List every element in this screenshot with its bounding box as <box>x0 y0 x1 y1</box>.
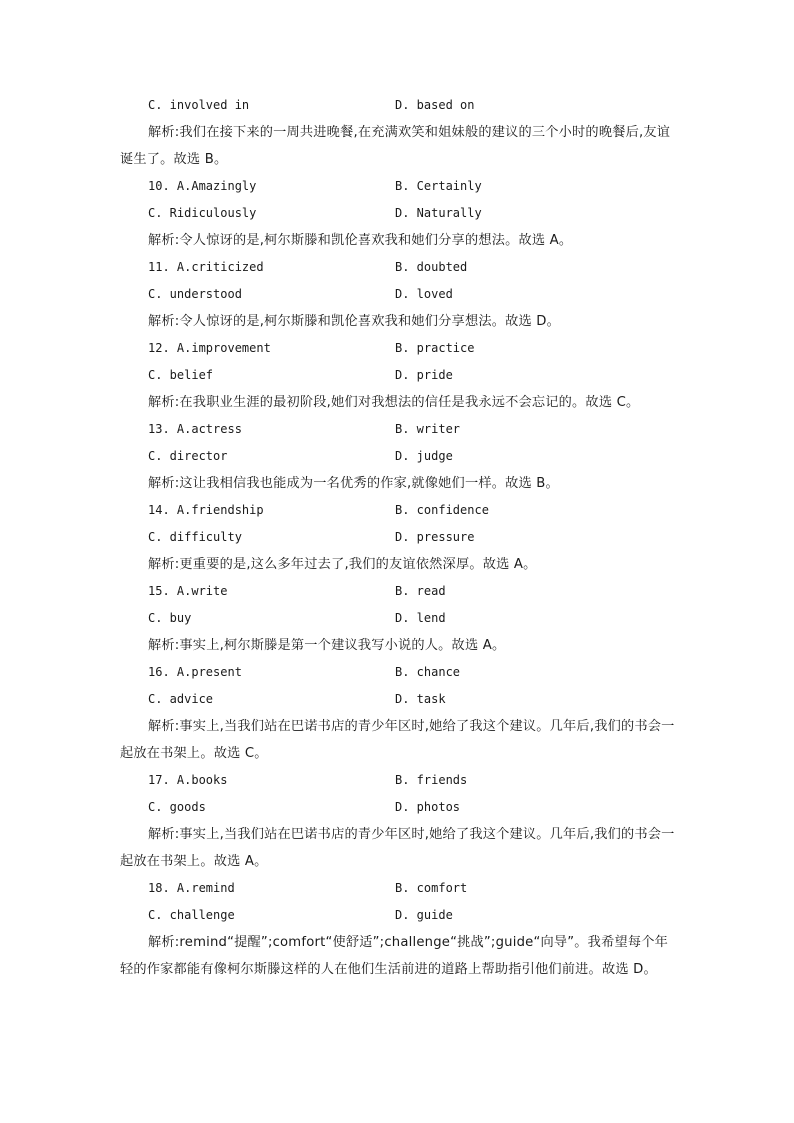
option-right: D. photos <box>395 800 461 814</box>
option-right: B. writer <box>395 422 461 436</box>
question-block <box>120 335 680 416</box>
option-row <box>120 362 680 389</box>
option-row <box>120 92 680 119</box>
option-left: C. Ridiculously <box>148 206 257 220</box>
option-row <box>120 254 680 281</box>
option-row <box>120 605 680 632</box>
option-row <box>120 578 680 605</box>
option-right: B. chance <box>395 665 461 679</box>
option-left: 14. A.friendship <box>148 503 264 517</box>
explanation-text: 解析:remind“提醒”;comfort“使舒适”;challenge“挑战”;guide“向导”。我希望每个年轻的作家都能有像柯尔斯滕这样的人在他们生活前进的道路上帮助指引他们前进。故选 D。 <box>120 935 669 977</box>
explanation-text: 解析:更重要的是,这么多年过去了,我们的友谊依然深厚。故选 A。 <box>148 557 537 572</box>
option-row <box>120 794 680 821</box>
option-row <box>120 524 680 551</box>
explanation-text: 解析:事实上,柯尔斯滕是第一个建议我写小说的人。故选 A。 <box>148 638 506 653</box>
question-block <box>120 416 680 497</box>
explanation-text: 解析:这让我相信我也能成为一名优秀的作家,就像她们一样。故选 B。 <box>148 476 559 491</box>
option-left: C. goods <box>148 800 206 814</box>
question-block <box>120 497 680 578</box>
option-right: B. comfort <box>395 881 468 895</box>
option-row <box>120 281 680 308</box>
option-row <box>120 443 680 470</box>
explanation-text: 解析:在我职业生涯的最初阶段,她们对我想法的信任是我永远不会忘记的。故选 C。 <box>148 395 640 410</box>
option-right: B. Certainly <box>395 179 482 193</box>
option-right: D. lend <box>395 611 446 625</box>
option-right: B. confidence <box>395 503 489 517</box>
option-right: D. Naturally <box>395 206 482 220</box>
option-right: D. task <box>395 692 446 706</box>
option-row <box>120 659 680 686</box>
option-right: D. judge <box>395 449 453 463</box>
option-left: 13. A.actress <box>148 422 242 436</box>
option-left: 16. A.present <box>148 665 242 679</box>
option-left: C. buy <box>148 611 192 625</box>
option-right: D. pride <box>395 368 453 382</box>
option-row <box>120 875 680 902</box>
option-left: 18. A.remind <box>148 881 235 895</box>
answer-key-content <box>120 92 680 983</box>
option-row <box>120 767 680 794</box>
option-right: D. based on <box>395 98 475 112</box>
question-block <box>120 767 680 875</box>
question-block <box>120 173 680 254</box>
option-left: 15. A.write <box>148 584 228 598</box>
option-right: D. pressure <box>395 530 475 544</box>
option-left: 11. A.criticized <box>148 260 264 274</box>
question-block <box>120 578 680 659</box>
option-left: C. challenge <box>148 908 235 922</box>
option-row <box>120 200 680 227</box>
option-row <box>120 902 680 929</box>
explanation-text: 解析:我们在接下来的一周共进晚餐,在充满欢笑和姐妹般的建议的三个小时的晚餐后,友谊诞生了。故选 B。 <box>120 125 671 167</box>
option-right: B. doubted <box>395 260 468 274</box>
option-right: B. read <box>395 584 446 598</box>
option-right: B. friends <box>395 773 468 787</box>
option-row <box>120 416 680 443</box>
option-row <box>120 497 680 524</box>
option-right: B. practice <box>395 341 475 355</box>
option-left: C. belief <box>148 368 214 382</box>
question-block <box>120 875 680 983</box>
option-left: 10. A.Amazingly <box>148 179 257 193</box>
option-left: C. involved in <box>148 98 250 112</box>
option-left: C. understood <box>148 287 242 301</box>
option-row <box>120 686 680 713</box>
option-right: D. loved <box>395 287 453 301</box>
explanation-text: 解析:令人惊讶的是,柯尔斯滕和凯伦喜欢我和她们分享的想法。故选 A。 <box>148 233 573 248</box>
explanation-text: 解析:事实上,当我们站在巴诺书店的青少年区时,她给了我这个建议。几年后,我们的书会一起放在书架上。故选 C。 <box>120 719 675 761</box>
question-block <box>120 254 680 335</box>
option-row <box>120 335 680 362</box>
explanation-text: 解析:事实上,当我们站在巴诺书店的青少年区时,她给了我这个建议。几年后,我们的书会一起放在书架上。故选 A。 <box>120 827 675 869</box>
option-row <box>120 173 680 200</box>
option-left: C. advice <box>148 692 214 706</box>
explanation-text: 解析:令人惊讶的是,柯尔斯滕和凯伦喜欢我和她们分享想法。故选 D。 <box>148 314 561 329</box>
option-left: C. difficulty <box>148 530 242 544</box>
option-right: D. guide <box>395 908 453 922</box>
option-left: 17. A.books <box>148 773 228 787</box>
option-left: 12. A.improvement <box>148 341 271 355</box>
question-block <box>120 92 680 173</box>
option-left: C. director <box>148 449 228 463</box>
question-block <box>120 659 680 767</box>
